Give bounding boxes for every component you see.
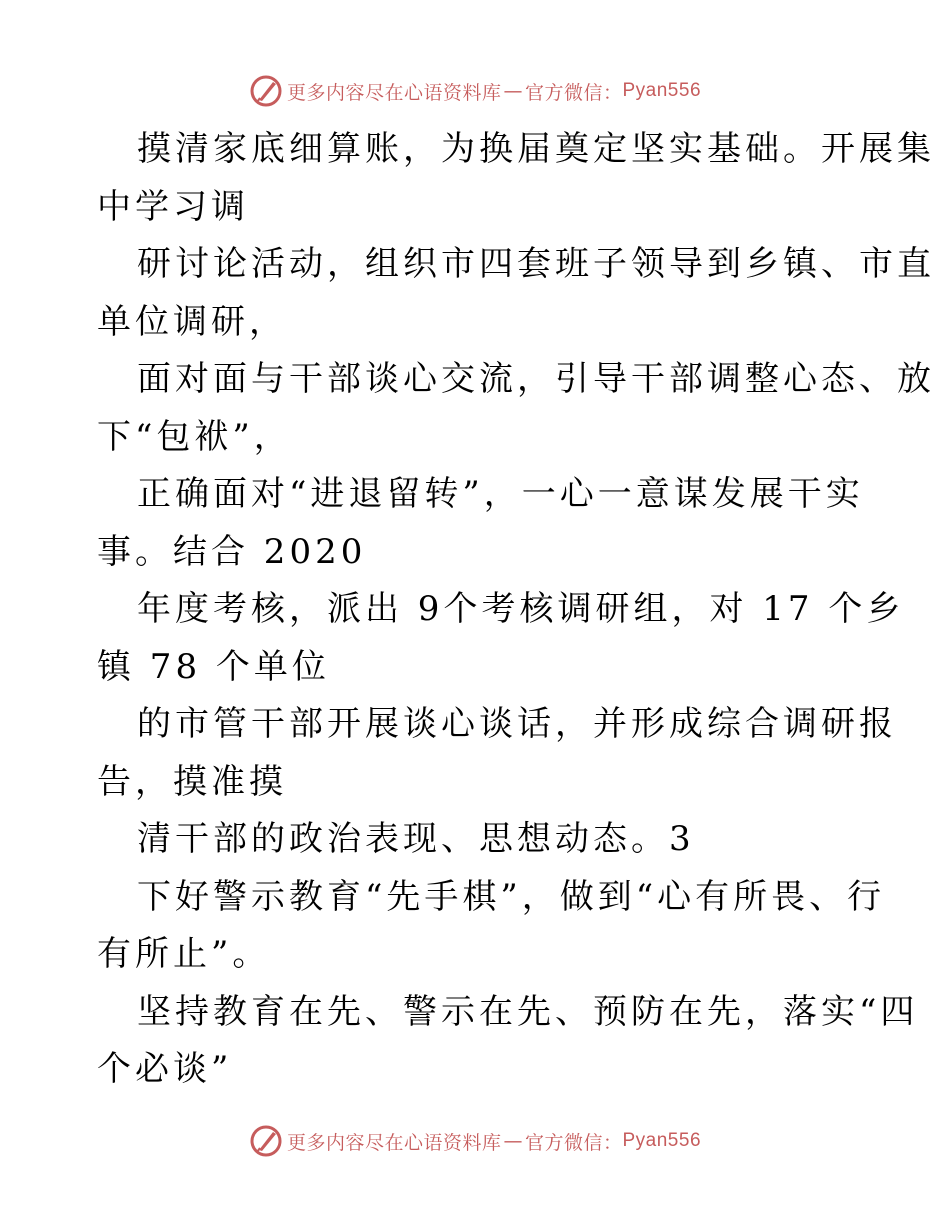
- quill-logo-icon: [249, 74, 283, 108]
- text-line: 下好警示教育“先手棋”，做到“心有所畏、行: [137, 876, 886, 917]
- watermark-wechat-id: Pyan556: [622, 1130, 702, 1151]
- text-line: 事。结合 2020: [97, 531, 367, 572]
- text-line: 面对面与干部谈心交流，引导干部调整心态、放: [137, 359, 935, 399]
- text-line: 下“包袱”，: [97, 416, 292, 457]
- text-line: 单位调研，: [97, 301, 287, 342]
- text-line: 镇 78 个单位: [97, 646, 330, 687]
- watermark-wechat-id: Pyan556: [622, 80, 702, 101]
- text-line: 中学习调: [97, 186, 249, 227]
- text-line: 坚持教育在先、警示在先、预防在先，落实“四: [137, 991, 919, 1032]
- watermark: [249, 74, 701, 108]
- text-line: 清干部的政治表现、思想动态。3: [137, 819, 695, 859]
- quill-logo-icon: [249, 1124, 283, 1158]
- document-body: [97, 121, 935, 1099]
- watermark-wechat-label: 官方微信：: [524, 1131, 623, 1154]
- text-line: 正确面对“进退留转”，一心一意谋发展干实: [137, 474, 864, 514]
- text-line: 的市管干部开展谈心谈话，并形成综合调研报: [137, 704, 897, 744]
- text-line: 研讨论活动，组织市四套班子领导到乡镇、市直: [137, 244, 935, 284]
- footer-watermark: [0, 1121, 950, 1161]
- text-line: 告，摸准摸: [97, 761, 287, 802]
- text-line: 年度考核，派出 9个考核调研组，对 17 个乡: [137, 589, 905, 629]
- header-watermark: [0, 71, 950, 111]
- watermark-separator: —: [503, 80, 523, 102]
- text-line: 有所止”。: [97, 934, 271, 974]
- watermark: [249, 1124, 701, 1158]
- watermark-separator: —: [503, 1130, 523, 1152]
- text-line: 摸清家底细算账，为换届奠定坚实基础。开展集: [137, 129, 935, 169]
- watermark-wechat-label: 官方微信：: [524, 81, 623, 104]
- watermark-site: 更多内容尽在心语资料库: [286, 81, 502, 104]
- watermark-site: 更多内容尽在心语资料库: [286, 1131, 502, 1154]
- text-line: 个必谈”: [97, 1049, 233, 1089]
